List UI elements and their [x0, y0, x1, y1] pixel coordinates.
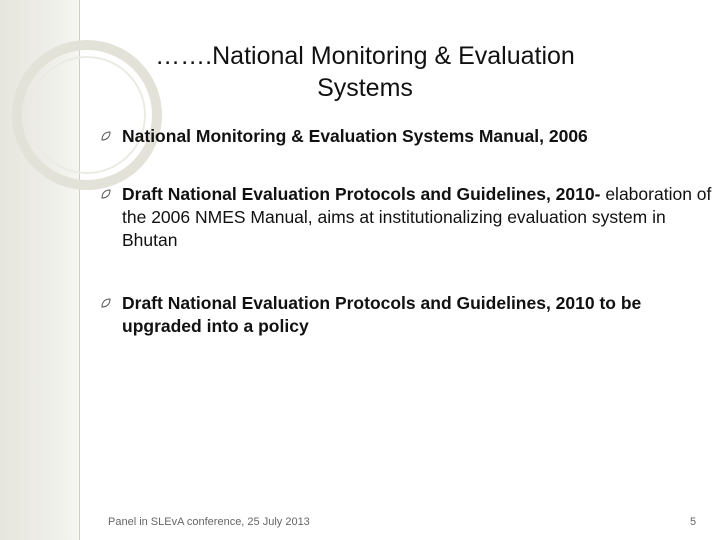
bullet-item	[100, 292, 720, 338]
bullet-item	[100, 183, 720, 252]
bullet-text: elaboration of the 2006 NMES Manual, aims at institutionalizing evaluation system in Bhutan	[122, 184, 712, 250]
bullet-bold-text: Draft National Evaluation Protocols and Guidelines, 2010 to be upgraded into a policy	[122, 293, 642, 336]
footer-text: Panel in SLEvA conference, 25 July 2013	[108, 516, 310, 528]
leaf-bullet-icon	[100, 130, 112, 142]
slide-title-line2: Systems	[317, 74, 413, 102]
slide-title-line1: …….National Monitoring & Evaluation	[155, 42, 575, 70]
slide-title	[100, 40, 630, 104]
leaf-bullet-icon	[100, 188, 112, 200]
bullet-bold-text: National Monitoring & Evaluation Systems Manual, 2006	[122, 126, 588, 146]
bullet-bold-text: Draft National Evaluation Protocols and Guidelines, 2010-	[122, 184, 601, 204]
page-number: 5	[690, 516, 697, 528]
leaf-bullet-icon	[100, 297, 112, 309]
bullet-item	[100, 125, 720, 148]
